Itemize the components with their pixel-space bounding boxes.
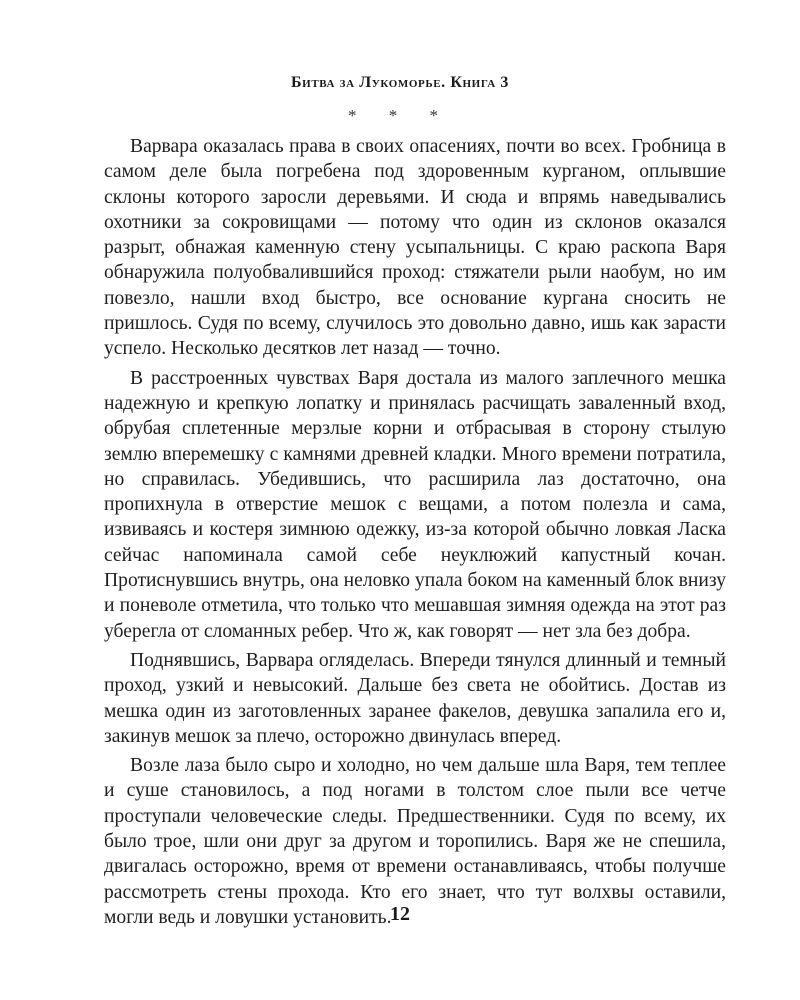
page-number: 12	[390, 903, 410, 925]
section-break-asterisks: * * *	[348, 106, 452, 125]
body-text	[104, 134, 726, 934]
paragraph-4: Возле лаза было сыро и холодно, но чем дальше шла Варя, тем теплее и суше становилось, а под ногами в толстом слое пыли все четче проступали человеческие следы. Предшественники. Судя по всему, их было трое, шли они друг за другом и торопились. Варя же не спешила, двигалась осторожно, время от времени останавливаясь, чтобы получше рассмотреть стены прохода. Кто его знает, что тут волхвы оставили, могли ведь и ловушки установить.	[104, 755, 726, 928]
running-head-title: Битва за Лукоморье. Книга 3	[291, 74, 509, 91]
paragraph-3: Поднявшись, Варвара огляделась. Впереди тянулся длинный и темный проход, узкий и невысокий. Дальше без света не обойтись. Достав из мешка один из заготовленных заранее факелов, девушка запалила его и, закинув мешок за плечо, осторожно двинулась вперед.	[104, 649, 726, 747]
paragraph-2: В расстроенных чувствах Варя достала из малого заплечного мешка надежную и крепкую лопатку и принялась расчищать заваленный вход, обрубая сплетенные мерзлые корни и отбрасывая в сторону стылую землю вперемешку с камнями древней кладки. Много времени потратила, но справилась. Убедившись, что расширила лаз достаточно, она пропихнула в отверстие мешок с вещами, а потом полезла и сама, извиваясь и костеря зимнюю одежку, из-за которой обычно ловкая Ласка сейчас напоминала самой себе неуклюжий капустный кочан. Протиснувшись внутрь, она неловко упала боком на каменный блок внизу и поневоле отметила, что только что мешавшая зимняя одежда на этот раз уберегла от сломанных ребер. Что ж, как говорят — нет зла без добра.	[104, 367, 726, 642]
paragraph-1: Варвара оказалась права в своих опасениях, почти во всех. Гробница в самом деле была погребена под здоровенным курганом, оплывшие склоны которого заросли деревьями. И сюда и впрямь наведывались охотники за сокровищами — потому что один из склонов оказался разрыт, обнажая каменную стену усыпальницы. С краю раскопа Варя обнаружила полуобвалившийся проход: стяжатели рыли наобум, но им повезло, нашли вход быстро, все основание кургана сносить не пришлось. Судя по всему, случилось это довольно давно, ишь как зарасти успело. Несколько десятков лет назад — точно.	[104, 136, 726, 360]
